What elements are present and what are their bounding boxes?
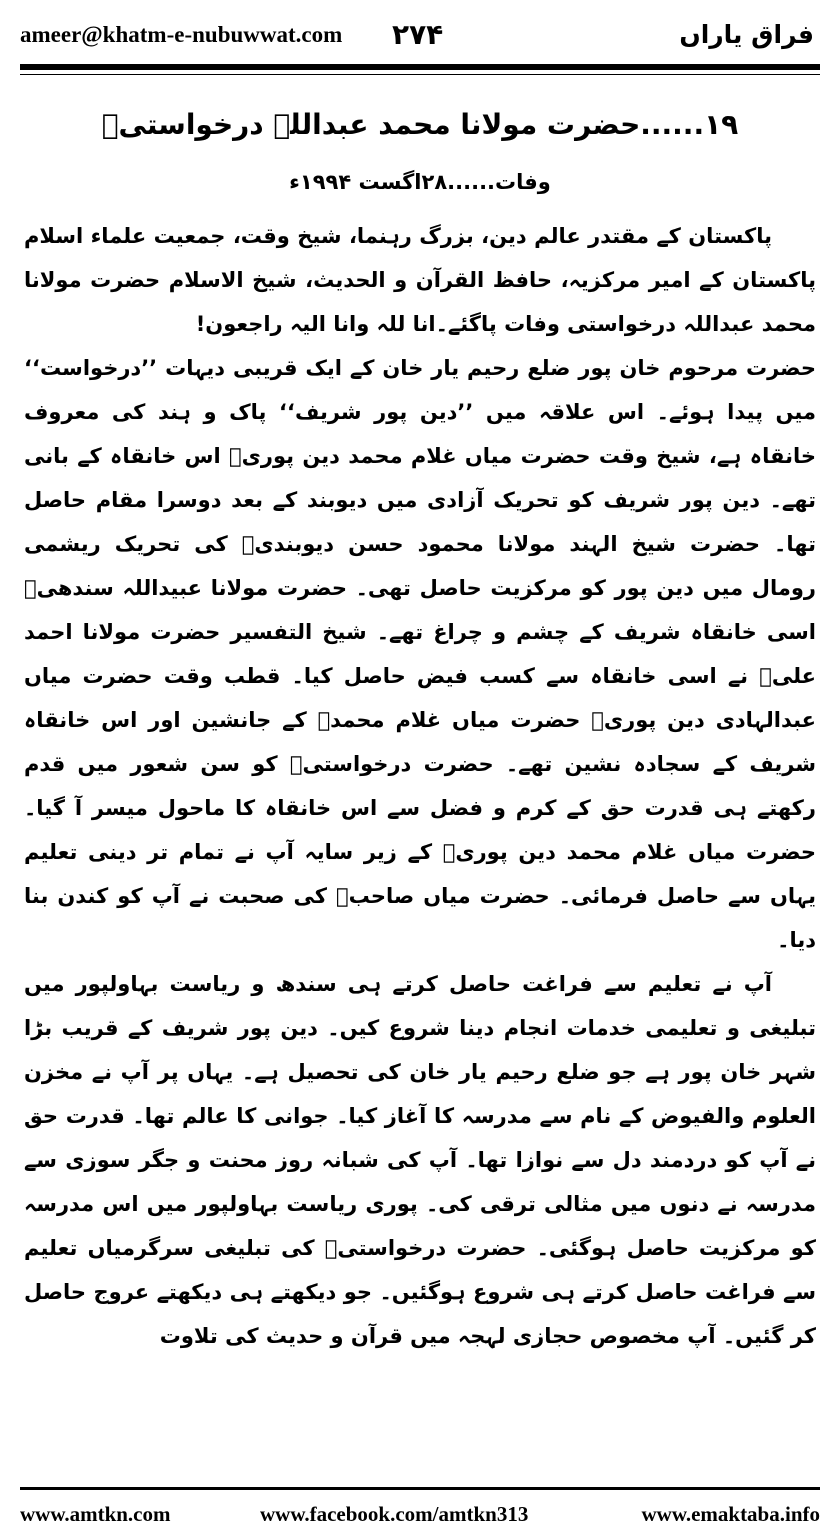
paragraph: آپ نے تعلیم سے فراغت حاصل کرتے ہی سندھ و ریاست بہاولپور میں تبلیغی و تعلیمی خدمات انجام دینا شروع کیں۔ دین پور شریف کے قریب بڑا شہر خان پور ہے جو ضلع رحیم یار خان کی تحصیل ہے۔ یہاں پر آپ نے مخزن العلوم والفیوض کے نام سے مدرسہ کا آغاز کیا۔ جوانی کا عالم تھا۔ قدرت حق نے آپ کو دردمند دل سے نوازا تھا۔ آپ کی شبانہ روز محنت و جگر سوزی سے مدرسہ نے دنوں میں مثالی ترقی کی۔ پوری ریاست بہاولپور میں اس مدرسہ کو مرکزیت حاصل ہوگئی۔ حضرت درخواستیؒ کی تبلیغی سرگرمیاں تعلیم سے فراغت حاصل کرتے ہی شروع ہوگئیں۔ جو دیکھتے ہی دیکھتے عروج حاصل کر گئیں۔ آپ مخصوص حجازی لہجہ میں قرآن و حدیث کی تلاوت xyxy=(24,972,816,1348)
book-title: فراق یاراں xyxy=(679,20,814,49)
page-footer xyxy=(20,1502,820,1532)
paragraph: حضرت مرحوم خان پور ضلع رحیم یار خان کے ایک قریبی دیہات ’’درخواست‘‘ میں پیدا ہوئے۔ اس علاقہ میں ’’دین پور شریف‘‘ پاک و ہند کی معروف خانقاہ ہے، شیخ وقت حضرت میاں غلام محمد دین پوریؒ اس خانقاہ کے بانی تھے۔ دین پور شریف کو تحریک آزادی میں دیوبند کے بعد دوسرا مقام حاصل تھا۔ حضرت شیخ الہند مولانا محمود حسن دیوبندیؒ کی تحریک ریشمی رومال میں دین پور کو مرکزیت حاصل تھی۔ حضرت مولانا عبیداللہ سندھیؒ اسی خانقاہ شریف کے چشم و چراغ تھے۔ شیخ التفسیر حضرت مولانا احمد علیؒ نے اسی خانقاہ سے کسب فیض حاصل کیا۔ قطب وقت حضرت میاں عبدالہادی دین پوریؒ حضرت میاں غلام محمدؒ کے جانشین اور اس خانقاہ شریف کے سجادہ نشین تھے۔ حضرت درخواستیؒ کو سن شعور میں قدم رکھتے ہی قدرت حق کے کرم و فضل سے اس خانقاہ کا ماحول میسر آ گیا۔ حضرت میاں غلام محمد دین پوریؒ کے زیر سایہ آپ نے تمام تر دینی تعلیم یہاں سے حاصل فرمائی۔ حضرت میاں صاحبؒ کی صحبت نے آپ کو کندن بنا دیا۔ xyxy=(24,356,816,952)
paragraph: پاکستان کے مقتدر عالم دین، بزرگ رہنما، شیخ وقت، جمعیت علماء اسلام پاکستان کے امیر مرکزیہ، حافظ القرآن و الحدیث، شیخ الاسلام حضرت مولانا محمد عبداللہ درخواستی وفات پاگئے۔انا للہ وانا الیہ راجعون! xyxy=(24,224,816,336)
article-title: ۱۹......حضرت مولانا محمد عبداللہ درخواستیؒ xyxy=(101,108,739,141)
footer-link-facebook[interactable]: www.facebook.com/amtkn313 xyxy=(260,1502,529,1526)
footer-link-emaktaba[interactable]: www.emaktaba.info xyxy=(641,1502,820,1526)
page-number: ۲۷۴ xyxy=(392,18,444,51)
page-header xyxy=(20,18,820,64)
header-rule-thin xyxy=(20,74,820,75)
death-date: وفات......۲۸اگست ۱۹۹۴ء xyxy=(289,170,551,194)
header-rule-thick xyxy=(20,64,820,70)
footer-link-amtkn[interactable]: www.amtkn.com xyxy=(20,1502,171,1526)
footer-rule xyxy=(20,1487,820,1490)
article-body xyxy=(24,214,816,1358)
header-email: ameer@khatm-e-nubuwwat.com xyxy=(20,22,343,47)
